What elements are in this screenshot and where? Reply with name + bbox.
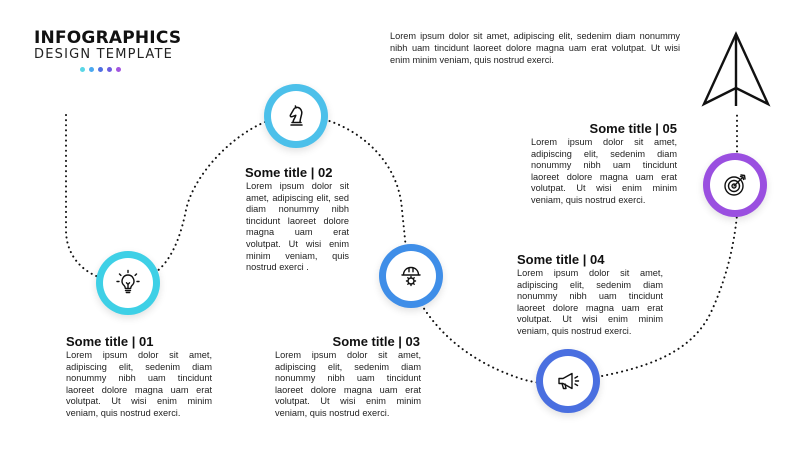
color-dot: [116, 67, 121, 72]
target-icon: [721, 171, 749, 199]
step-4-title: Some title | 04: [517, 252, 605, 267]
step-2-circle: [271, 91, 321, 141]
step-1-circle: [103, 258, 153, 308]
step-3-circle: [386, 251, 436, 301]
color-dot: [98, 67, 103, 72]
header-subtitle: DESIGN TEMPLATE: [34, 47, 174, 62]
hard-hat-gear-icon: [397, 262, 425, 290]
step-3-text: Lorem ipsum dolor sit amet, adipiscing elit, sedenim diam nonummy nibh uam tincidunt laoreet dolore magna uam erat volutpat. Ut wisi enim minim veniam, quis nostrud exerci.: [275, 350, 421, 418]
color-dot: [80, 67, 85, 72]
step-4-circle: [543, 356, 593, 406]
color-dots: [80, 67, 121, 72]
lightbulb-icon: [114, 269, 142, 297]
chess-knight-icon: [282, 102, 310, 130]
step-2-title: Some title | 02: [245, 165, 333, 180]
color-dot: [107, 67, 112, 72]
step-2-text: Lorem ipsum dolor sit amet, adipiscing elit, sed diam nonummy nibh tincidunt laoreet dolore magna uam erat volutpat. Ut wisi enim minim veniam, quis nostrud exerci .: [246, 181, 349, 273]
step-1-title: Some title | 01: [66, 334, 154, 349]
paper-plane-icon: [704, 34, 768, 106]
megaphone-icon: [554, 367, 582, 395]
step-5-text: Lorem ipsum dolor sit amet, adipiscing elit, sedenim diam nonummy nibh uam tincidunt laoreet dolore magna uam erat volutpat. Ut wisi enim minim veniam, quis nostrud exerci.: [531, 137, 677, 205]
step-5-title: Some title | 05: [589, 121, 677, 136]
step-4-text: Lorem ipsum dolor sit amet, adipiscing elit, sedenim diam nonummy nibh uam tincidunt laoreet dolore magna uam erat volutpat. Ut wisi enim minim veniam, quis nostrud exerci.: [517, 268, 663, 336]
step-5-circle: [710, 160, 760, 210]
color-dot: [89, 67, 94, 72]
step-1-text: Lorem ipsum dolor sit amet, adipiscing elit, sedenim diam nonummy nibh uam tincidunt laoreet dolore magna uam erat volutpat. Ut wisi enim minim veniam, quis nostrud exerci.: [66, 350, 212, 418]
header-title: INFOGRAPHICS: [34, 28, 182, 48]
intro-text: Lorem ipsum dolor sit amet, adipiscing elit, sedenim diam nonummy nibh uam tincidunt laoreet dolore magna uam erat volutpat. Ut wisi enim minim veniam, quis nostrud exerci.: [390, 31, 680, 65]
step-3-title: Some title | 03: [332, 334, 420, 349]
